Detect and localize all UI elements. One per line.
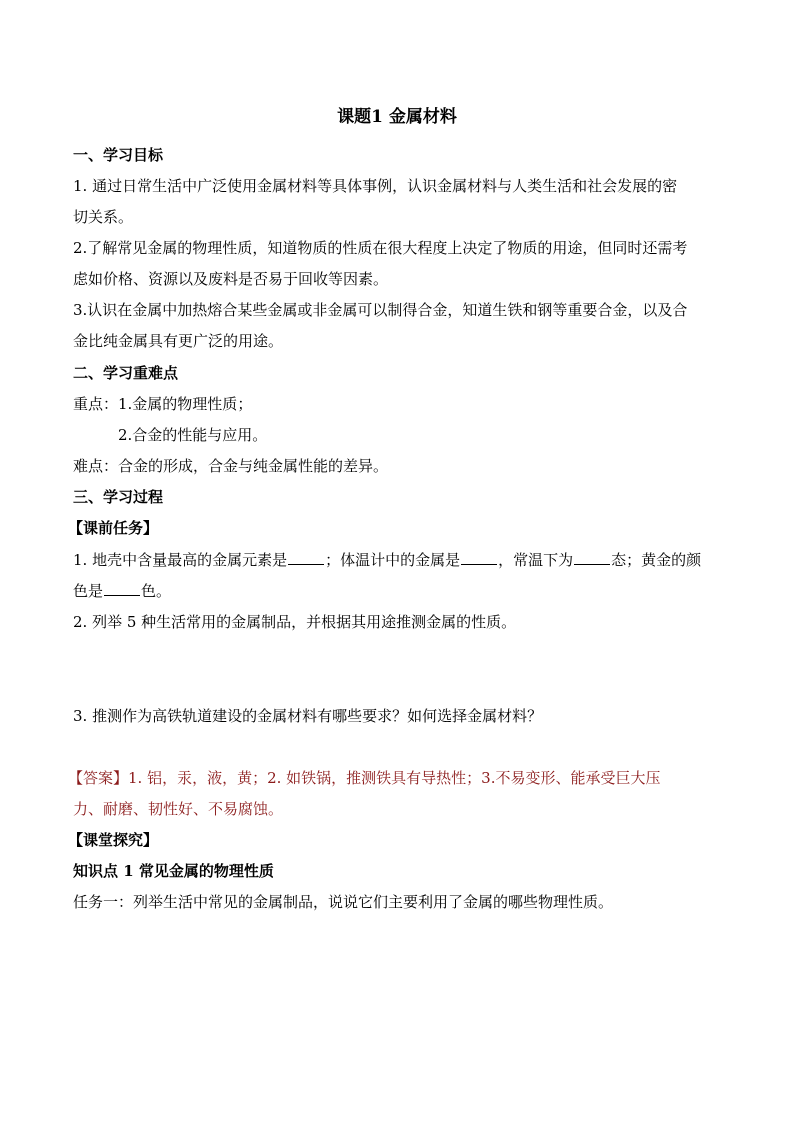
answer-line-1: [68, 768, 661, 788]
question-1-text-e: 色是: [73, 582, 104, 600]
answer-label: 【答案】: [68, 769, 129, 787]
pre-task-question-1-line-2: [73, 581, 171, 601]
objective-1-line-1: 1. 通过日常生活中广泛使用金属材料等具体事例，认识金属材料与人类生活和社会发展的密: [73, 177, 678, 195]
key-point-2: 2.合金的性能与应用。: [118, 426, 268, 444]
objective-3-line-2: 金比纯金属具有更广泛的用途。: [73, 332, 284, 350]
section-heading-key-points: 二、学习重难点: [73, 364, 179, 382]
pre-task-question-1-line-1: [73, 550, 701, 570]
question-1-text-d: 态；黄金的颜: [611, 551, 702, 569]
pre-task-question-3: 3. 推测作为高铁轨道建设的金属材料有哪些要求？如何选择金属材料？: [73, 707, 543, 725]
question-1-text-b: ；体温计中的金属是: [325, 551, 461, 569]
section-heading-process: 三、学习过程: [73, 488, 164, 506]
answer-blank[interactable]: [461, 550, 497, 565]
answer-text-1: 1. 铝，汞，液，黄；2. 如铁锅，推测铁具有导热性；3.不易变形、能承受巨大压: [128, 769, 661, 787]
objective-2-line-1: 2.了解常见金属的物理性质，知道物质的性质在很大程度上决定了物质的用途，但同时还需考: [73, 239, 688, 257]
answer-blank[interactable]: [288, 550, 324, 565]
pre-task-question-2: 2. 列举 5 种生活常用的金属制品，并根据其用途推测金属的性质。: [73, 613, 517, 631]
page-title: 课题1 金属材料: [337, 107, 457, 127]
answer-line-2: 力、耐磨、韧性好、不易腐蚀。: [73, 800, 284, 818]
answer-blank[interactable]: [104, 581, 140, 596]
objective-3-line-1: 3.认识在金属中加热熔合某些金属或非金属可以制得合金，知道生铁和钢等重要合金，以及合: [73, 301, 688, 319]
knowledge-point-1-heading: 知识点 1 常见金属的物理性质: [73, 862, 274, 880]
key-point-1: 重点：1.金属的物理性质；: [73, 395, 253, 413]
section-heading-objectives: 一、学习目标: [73, 146, 164, 164]
objective-1-line-2: 切关系。: [73, 208, 134, 226]
answer-blank[interactable]: [574, 550, 610, 565]
objective-2-line-2: 虑如价格、资源以及废料是否易于回收等因素。: [73, 270, 389, 288]
pre-task-heading: 【课前任务】: [68, 519, 159, 537]
task-1: 任务一：列举生活中常见的金属制品，说说它们主要利用了金属的哪些物理性质。: [73, 893, 614, 911]
question-1-text-c: ，常温下为: [498, 551, 574, 569]
question-1-text-a: 1. 地壳中含量最高的金属元素是: [73, 551, 288, 569]
difficult-point: 难点：合金的形成，合金与纯金属性能的差异。: [73, 457, 389, 475]
question-1-text-f: 色。: [141, 582, 172, 600]
class-explore-heading: 【课堂探究】: [68, 831, 159, 849]
